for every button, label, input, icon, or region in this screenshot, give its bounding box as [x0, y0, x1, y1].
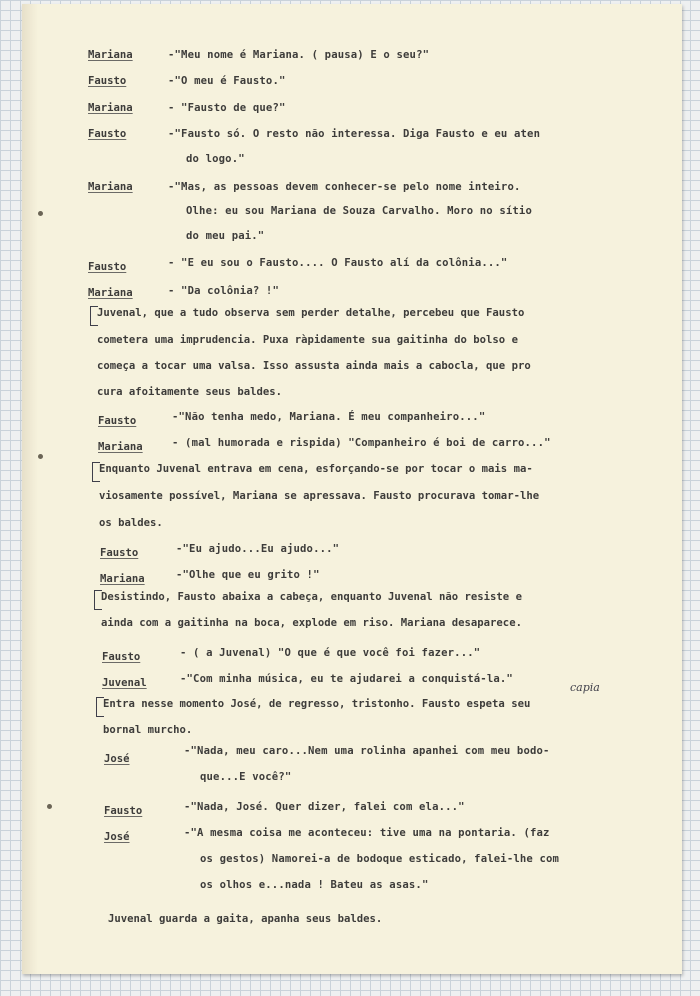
stage-direction: ainda com a gaitinha na boca, explode em riso. Mariana desaparece.	[101, 617, 522, 629]
dialogue-line: do meu pai."	[186, 230, 265, 242]
dialogue-line: - "E eu sou o Fausto.... O Fausto alí da colônia..."	[168, 257, 508, 269]
stage-direction: os baldes.	[99, 517, 163, 529]
stage-direction: bornal murcho.	[103, 724, 193, 736]
dialogue-line: -"Nada, meu caro...Nem uma rolinha apanhei com meu bodo-	[184, 745, 550, 757]
speaker-name: Fausto	[104, 805, 143, 817]
closing-stage-direction: Juvenal guarda a gaita, apanha seus baldes.	[108, 913, 383, 925]
speaker-name: Mariana	[88, 181, 133, 193]
punch-hole	[38, 211, 43, 216]
stage-direction: Entra nesse momento José, de regresso, tristonho. Fausto espeta seu	[103, 698, 531, 710]
page-edge-shadow	[22, 4, 38, 974]
stage-direction: Desistindo, Fausto abaixa a cabeça, enquanto Juvenal não resiste e	[101, 591, 522, 603]
stage-direction: começa a tocar uma valsa. Isso assusta ainda mais a cabocla, que pro	[97, 360, 531, 372]
punch-hole	[47, 804, 52, 809]
speaker-name: Fausto	[100, 547, 139, 559]
punch-hole	[38, 454, 43, 459]
speaker-name: Fausto	[88, 128, 127, 140]
speaker-name: Mariana	[88, 49, 133, 61]
dialogue-line: - (mal humorada e rispida) "Companheiro é boi de carro..."	[172, 437, 551, 449]
dialogue-line: -"Fausto só. O resto não interessa. Diga Fausto e eu aten	[168, 128, 541, 140]
dialogue-line: -"Não tenha medo, Mariana. É meu companheiro..."	[172, 411, 486, 423]
speaker-name: José	[104, 753, 130, 765]
stage-direction: Juvenal, que a tudo observa sem perder detalhe, percebeu que Fausto	[97, 307, 525, 319]
typed-script-page	[22, 4, 682, 974]
dialogue-line: - ( a Juvenal) "O que é que você foi fazer..."	[180, 647, 481, 659]
speaker-name: Mariana	[88, 287, 133, 299]
speaker-name: Fausto	[98, 415, 137, 427]
speaker-name: Fausto	[88, 75, 127, 87]
dialogue-line: -"Olhe que eu grito !"	[176, 569, 320, 581]
stage-direction: viosamente possível, Mariana se apressava. Fausto procurava tomar-lhe	[99, 490, 540, 502]
speaker-name: Fausto	[102, 651, 141, 663]
handwritten-correction: capia	[570, 681, 600, 694]
speaker-name: Mariana	[98, 441, 143, 453]
speaker-name: Mariana	[88, 102, 133, 114]
speaker-name: Mariana	[100, 573, 145, 585]
dialogue-line: -"A mesma coisa me aconteceu: tive uma na pontaria. (faz	[184, 827, 550, 839]
dialogue-line: -"Nada, José. Quer dizer, falei com ela..."	[184, 801, 465, 813]
dialogue-line: - "Da colônia? !"	[168, 285, 279, 297]
speaker-name: Fausto	[88, 261, 127, 273]
stage-direction: cura afoitamente seus baldes.	[97, 386, 282, 398]
dialogue-line: - "Fausto de que?"	[168, 102, 286, 114]
dialogue-line: -"O meu é Fausto."	[168, 75, 286, 87]
dialogue-line: Olhe: eu sou Mariana de Souza Carvalho. Moro no sítio	[186, 205, 532, 217]
stage-direction: cometera uma imprudencia. Puxa ràpidamente sua gaitinha do bolso e	[97, 334, 518, 346]
dialogue-line: -"Meu nome é Mariana. ( pausa) E o seu?"	[168, 49, 430, 61]
speaker-name: Juvenal	[102, 677, 147, 689]
dialogue-line: -"Com minha música, eu te ajudarei a conquistá-la."	[180, 673, 513, 685]
stage-direction: Enquanto Juvenal entrava em cena, esforçando-se por tocar o mais ma-	[99, 463, 533, 475]
dialogue-line: que...E você?"	[200, 771, 292, 783]
dialogue-line: -"Mas, as pessoas devem conhecer-se pelo nome inteiro.	[168, 181, 521, 193]
dialogue-line: do logo."	[186, 153, 245, 165]
dialogue-line: -"Eu ajudo...Eu ajudo..."	[176, 543, 340, 555]
dialogue-line: os olhos e...nada ! Bateu as asas."	[200, 879, 429, 891]
dialogue-line: os gestos) Namorei-a de bodoque esticado, falei-lhe com	[200, 853, 560, 865]
speaker-name: José	[104, 831, 130, 843]
